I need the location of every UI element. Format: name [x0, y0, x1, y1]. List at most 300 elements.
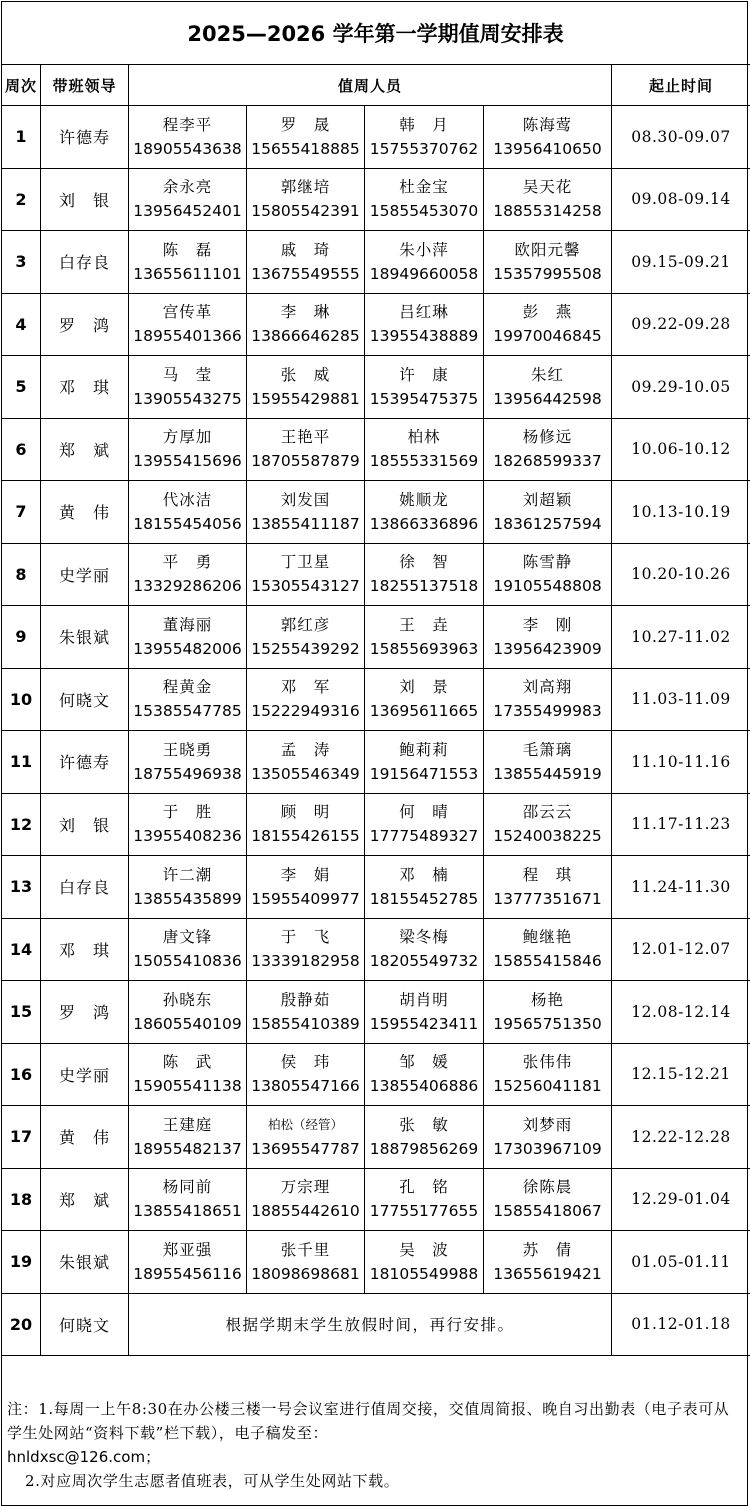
staff-cell	[129, 668, 247, 731]
staff-phone: 13655619421	[493, 1264, 602, 1283]
staff-name: 宫传革	[162, 303, 213, 322]
date-range: 12.29-01.04	[612, 1168, 750, 1231]
date-range: 12.01-12.07	[612, 918, 750, 981]
staff-cell	[484, 856, 612, 919]
date-range: 10.20-10.26	[612, 543, 750, 606]
staff-name: 彭 燕	[522, 303, 573, 322]
staff-name: 董海丽	[162, 615, 213, 634]
date-range: 09.08-09.14	[612, 168, 750, 231]
table-row	[2, 293, 750, 356]
staff-name: 柏林	[407, 428, 441, 447]
staff-name: 张 威	[280, 365, 331, 384]
staff-phone: 13905543275	[133, 389, 242, 408]
staff-phone: 19156471553	[369, 764, 479, 783]
staff-phone: 15755370762	[369, 139, 479, 158]
staff-cell	[247, 793, 365, 856]
staff-cell	[129, 856, 247, 919]
staff-name: 吴 波	[399, 1240, 449, 1259]
staff-phone: 13866646285	[251, 327, 360, 346]
staff-phone: 18955482137	[133, 1139, 242, 1158]
staff-phone: 18155454056	[133, 514, 242, 533]
staff-name: 梁冬梅	[399, 928, 449, 947]
staff-name: 许二潮	[162, 865, 213, 884]
date-range: 12.15-12.21	[612, 1043, 750, 1106]
date-range: 09.15-09.21	[612, 231, 750, 294]
staff-name: 唐文锋	[162, 928, 213, 947]
staff-name: 邓 楠	[399, 865, 449, 884]
date-range: 12.22-12.28	[612, 1106, 750, 1169]
week-number: 12	[2, 793, 41, 856]
staff-phone: 13777351671	[493, 889, 602, 908]
staff-phone: 18949660058	[369, 264, 479, 283]
staff-cell	[129, 106, 247, 169]
leader-name: 邓 琪	[41, 918, 129, 981]
staff-name: 程李平	[162, 115, 213, 134]
staff-cell	[365, 668, 484, 731]
staff-name: 于 飞	[280, 928, 331, 947]
staff-cell	[365, 981, 484, 1044]
staff-name: 万宗理	[280, 1178, 331, 1197]
staff-phone: 18205549732	[369, 952, 479, 971]
staff-name: 平 勇	[162, 553, 213, 572]
staff-name: 王 垚	[399, 615, 449, 634]
staff-phone: 17303967109	[493, 1139, 602, 1158]
week-number: 3	[2, 231, 41, 294]
staff-phone: 18361257594	[493, 514, 602, 533]
staff-phone: 15955429881	[251, 389, 360, 408]
leader-name: 罗 鸿	[41, 981, 129, 1044]
staff-phone: 13695547787	[251, 1139, 360, 1158]
table-row	[2, 1293, 750, 1356]
leader-name: 朱银斌	[41, 606, 129, 669]
staff-name: 杨修远	[522, 428, 573, 447]
staff-phone: 13655611101	[133, 264, 242, 283]
staff-phone: 18855442610	[251, 1202, 360, 1221]
staff-name: 邵云云	[522, 803, 573, 822]
staff-phone: 13955482006	[133, 639, 242, 658]
staff-cell	[365, 231, 484, 294]
date-range: 11.24-11.30	[612, 856, 750, 919]
staff-name: 戚 琦	[280, 240, 331, 259]
schedule-sheet	[1, 1, 748, 1506]
date-range: 12.08-12.14	[612, 981, 750, 1044]
staff-cell	[484, 731, 612, 794]
staff-cell	[129, 1168, 247, 1231]
staff-cell	[365, 293, 484, 356]
staff-name: 刘发国	[280, 490, 331, 509]
staff-cell	[129, 1231, 247, 1294]
staff-phone: 13855406886	[369, 1077, 479, 1096]
staff-phone: 13866336896	[369, 514, 479, 533]
table-row	[2, 1168, 750, 1231]
staff-phone: 18155426155	[251, 827, 360, 846]
staff-name: 王晓勇	[162, 740, 213, 759]
staff-cell	[365, 356, 484, 419]
staff-cell	[484, 918, 612, 981]
leader-name: 郑 斌	[41, 418, 129, 481]
staff-phone: 15955423411	[369, 1014, 479, 1033]
header-week: 周次	[2, 65, 41, 106]
contact-email: hnldxsc@126.com；	[7, 1448, 161, 1466]
staff-name: 张伟伟	[522, 1053, 573, 1072]
staff-name: 侯 玮	[280, 1053, 331, 1072]
staff-name: 杨艳	[531, 990, 565, 1009]
leader-name: 刘 银	[41, 793, 129, 856]
staff-phone: 15805542391	[251, 202, 360, 221]
staff-phone: 15395475375	[369, 389, 479, 408]
staff-phone: 15855693963	[369, 639, 479, 658]
table-row	[2, 793, 750, 856]
leader-name: 何晓文	[41, 1293, 129, 1356]
date-range: 08.30-09.07	[612, 106, 750, 169]
table-row	[2, 1106, 750, 1169]
staff-name: 孟 涛	[280, 740, 331, 759]
staff-name: 张 敏	[399, 1115, 449, 1134]
arrangement-note: 根据学期末学生放假时间，再行安排。	[129, 1293, 612, 1356]
table-header-row	[2, 65, 750, 106]
staff-name: 陈 武	[162, 1053, 213, 1072]
staff-cell	[484, 418, 612, 481]
table-row	[2, 106, 750, 169]
week-number: 11	[2, 731, 41, 794]
staff-name: 丁卫星	[280, 553, 331, 572]
staff-name: 郭红彦	[280, 615, 331, 634]
staff-phone: 13695611665	[369, 702, 479, 721]
staff-cell	[247, 1231, 365, 1294]
staff-cell	[129, 981, 247, 1044]
week-number: 9	[2, 606, 41, 669]
table-row	[2, 1231, 750, 1294]
staff-cell	[484, 231, 612, 294]
staff-cell	[484, 1231, 612, 1294]
staff-cell	[247, 1168, 365, 1231]
staff-name: 朱红	[531, 365, 565, 384]
week-number: 4	[2, 293, 41, 356]
staff-cell	[129, 418, 247, 481]
staff-phone: 18955456116	[133, 1264, 242, 1283]
staff-name: 陈雪静	[522, 553, 573, 572]
table-row	[2, 543, 750, 606]
staff-phone: 13955415696	[133, 452, 242, 471]
staff-cell	[365, 731, 484, 794]
staff-phone: 13956423909	[493, 639, 602, 658]
staff-phone: 15855418067	[493, 1202, 602, 1221]
date-range: 01.05-01.11	[612, 1231, 750, 1294]
staff-phone: 18255137518	[369, 577, 479, 596]
table-row	[2, 918, 750, 981]
staff-name: 杜金宝	[399, 178, 449, 197]
staff-phone: 19105548808	[493, 577, 602, 596]
staff-cell	[484, 1106, 612, 1169]
leader-name: 史学丽	[41, 1043, 129, 1106]
staff-name: 杨同前	[162, 1178, 213, 1197]
staff-phone: 18855314258	[493, 202, 602, 221]
staff-name: 徐 智	[399, 553, 449, 572]
staff-phone: 15905541138	[133, 1077, 242, 1096]
staff-name: 郭继培	[280, 178, 331, 197]
staff-phone: 15255439292	[251, 639, 360, 658]
note-2: 2.对应周次学生志愿者值班表，可从学生处网站下载。	[25, 1472, 400, 1490]
staff-phone: 18905543638	[133, 139, 242, 158]
leader-name: 史学丽	[41, 543, 129, 606]
staff-cell	[129, 731, 247, 794]
date-range: 01.12-01.18	[612, 1293, 750, 1356]
staff-cell	[129, 606, 247, 669]
table-row	[2, 1043, 750, 1106]
week-number: 1	[2, 106, 41, 169]
leader-name: 白存良	[41, 231, 129, 294]
staff-cell	[247, 106, 365, 169]
date-range: 11.03-11.09	[612, 668, 750, 731]
staff-cell	[247, 1106, 365, 1169]
staff-name: 郑亚强	[162, 1240, 213, 1259]
staff-name: 欧阳元馨	[514, 240, 581, 259]
staff-cell	[247, 606, 365, 669]
footnotes	[7, 1397, 743, 1493]
table-row	[2, 168, 750, 231]
staff-name: 马 莹	[162, 365, 213, 384]
leader-name: 黄 伟	[41, 481, 129, 544]
staff-cell	[129, 918, 247, 981]
week-number: 2	[2, 168, 41, 231]
staff-name: 王艳平	[280, 428, 331, 447]
staff-phone: 13505546349	[251, 764, 360, 783]
staff-cell	[365, 793, 484, 856]
staff-cell	[129, 168, 247, 231]
staff-phone: 17755177655	[369, 1202, 479, 1221]
staff-phone: 15256041181	[493, 1077, 602, 1096]
staff-name: 邓 军	[280, 678, 331, 697]
staff-name: 罗 晟	[280, 115, 331, 134]
staff-cell	[247, 731, 365, 794]
staff-cell	[365, 106, 484, 169]
leader-name: 朱银斌	[41, 1231, 129, 1294]
header-staff: 值周人员	[129, 65, 612, 106]
staff-phone: 18098698681	[251, 1264, 360, 1283]
staff-cell	[484, 793, 612, 856]
date-range: 09.22-09.28	[612, 293, 750, 356]
staff-name: 张千里	[280, 1240, 331, 1259]
staff-phone: 15357995508	[493, 264, 602, 283]
staff-phone: 13955438889	[369, 327, 479, 346]
note-1	[7, 1397, 743, 1469]
staff-cell	[247, 856, 365, 919]
staff-cell	[247, 1043, 365, 1106]
date-range: 09.29-10.05	[612, 356, 750, 419]
staff-cell	[365, 918, 484, 981]
staff-name: 何 晴	[399, 803, 449, 822]
week-number: 20	[2, 1293, 41, 1356]
staff-phone: 18155452785	[369, 889, 479, 908]
table-row	[2, 731, 750, 794]
leader-name: 刘 银	[41, 168, 129, 231]
staff-cell	[247, 981, 365, 1044]
note-1-text: 注：1.每周一上午8:30在办公楼三楼一号会议室进行值周交接，交值周简报、晚自习出勤表（电子表可从学生处网站“资料下载”栏下载），电子稿发至：	[7, 1400, 730, 1442]
staff-cell	[129, 231, 247, 294]
staff-cell	[365, 481, 484, 544]
staff-phone: 13339182958	[251, 952, 360, 971]
staff-phone: 18755496938	[133, 764, 242, 783]
staff-cell	[484, 356, 612, 419]
staff-cell	[365, 1168, 484, 1231]
staff-cell	[484, 606, 612, 669]
staff-name: 李 刚	[522, 615, 573, 634]
header-leader: 带班领导	[41, 65, 129, 106]
staff-name: 代冰洁	[162, 490, 213, 509]
staff-phone: 18268599337	[493, 452, 602, 471]
week-number: 6	[2, 418, 41, 481]
week-number: 17	[2, 1106, 41, 1169]
staff-cell	[365, 1231, 484, 1294]
header-period: 起止时间	[612, 65, 750, 106]
staff-cell	[129, 481, 247, 544]
date-range: 11.10-11.16	[612, 731, 750, 794]
leader-name: 黄 伟	[41, 1106, 129, 1169]
staff-phone: 15655418885	[251, 139, 360, 158]
staff-name: 李 娟	[280, 865, 331, 884]
staff-name: 姚顺龙	[399, 490, 449, 509]
staff-name: 毛箫璃	[522, 740, 573, 759]
staff-cell	[484, 293, 612, 356]
staff-phone: 19565751350	[493, 1014, 602, 1033]
date-range: 11.17-11.23	[612, 793, 750, 856]
staff-cell	[247, 918, 365, 981]
leader-name: 何晓文	[41, 668, 129, 731]
staff-cell	[247, 356, 365, 419]
staff-name: 刘 景	[399, 678, 449, 697]
staff-cell	[484, 481, 612, 544]
staff-phone: 13955408236	[133, 827, 242, 846]
staff-cell	[484, 543, 612, 606]
table-row	[2, 356, 750, 419]
staff-name: 于 胜	[162, 803, 213, 822]
staff-name: 王建庭	[162, 1115, 213, 1134]
staff-phone: 18105549988	[369, 1264, 479, 1283]
staff-cell	[129, 293, 247, 356]
date-range: 10.13-10.19	[612, 481, 750, 544]
staff-phone: 13956442598	[493, 389, 602, 408]
staff-name: 程 琪	[522, 865, 573, 884]
staff-phone: 17355499983	[493, 702, 602, 721]
table-row	[2, 668, 750, 731]
staff-name: 徐陈晨	[522, 1178, 573, 1197]
week-number: 16	[2, 1043, 41, 1106]
staff-cell	[365, 1106, 484, 1169]
leader-name: 许德寿	[41, 731, 129, 794]
staff-phone: 13956410650	[493, 139, 602, 158]
staff-name: 刘超颖	[522, 490, 573, 509]
staff-name: 朱小萍	[399, 240, 449, 259]
week-number: 8	[2, 543, 41, 606]
staff-cell	[247, 481, 365, 544]
staff-cell	[365, 418, 484, 481]
staff-cell	[484, 168, 612, 231]
staff-cell	[129, 543, 247, 606]
staff-name: 陈 磊	[162, 240, 213, 259]
staff-cell	[129, 793, 247, 856]
staff-name: 柏松（经管）	[267, 1116, 343, 1132]
date-range: 10.27-11.02	[612, 606, 750, 669]
staff-cell	[484, 668, 612, 731]
staff-phone: 13855445919	[493, 764, 602, 783]
staff-phone: 13805547166	[251, 1077, 360, 1096]
staff-name: 刘梦雨	[522, 1115, 573, 1134]
staff-phone: 15222949316	[251, 702, 360, 721]
date-range: 10.06-10.12	[612, 418, 750, 481]
leader-name: 郑 斌	[41, 1168, 129, 1231]
staff-phone: 15055410836	[133, 952, 242, 971]
table-row	[2, 481, 750, 544]
staff-phone: 13675549555	[251, 264, 360, 283]
staff-name: 邹 媛	[399, 1053, 449, 1072]
staff-name: 鲍莉莉	[399, 740, 449, 759]
week-number: 7	[2, 481, 41, 544]
staff-phone: 18605540109	[133, 1014, 242, 1033]
page-title: 2025—2026 学年第一学期值周安排表	[187, 22, 564, 46]
week-number: 19	[2, 1231, 41, 1294]
staff-name: 孔 铭	[399, 1178, 449, 1197]
staff-cell	[365, 543, 484, 606]
staff-cell	[365, 168, 484, 231]
staff-name: 刘高翔	[522, 678, 573, 697]
staff-cell	[247, 668, 365, 731]
staff-name: 鲍继艳	[522, 928, 573, 947]
staff-phone: 13855435899	[133, 889, 242, 908]
table-row	[2, 418, 750, 481]
staff-name: 韩 月	[399, 115, 449, 134]
staff-name: 陈海莺	[522, 115, 573, 134]
staff-name: 孙晓东	[162, 990, 213, 1009]
staff-cell	[247, 231, 365, 294]
staff-cell	[247, 168, 365, 231]
staff-cell	[129, 1106, 247, 1169]
staff-phone: 15855453070	[369, 202, 479, 221]
staff-name: 殷静茹	[280, 990, 331, 1009]
week-number: 15	[2, 981, 41, 1044]
staff-cell	[129, 356, 247, 419]
staff-name: 顾 明	[280, 803, 331, 822]
staff-phone: 13855411187	[251, 514, 360, 533]
staff-cell	[484, 1043, 612, 1106]
staff-cell	[247, 293, 365, 356]
staff-name: 吕红琳	[399, 303, 449, 322]
table-row	[2, 231, 750, 294]
staff-name: 余永亮	[162, 178, 213, 197]
staff-phone: 13855418651	[133, 1202, 242, 1221]
leader-name: 许德寿	[41, 106, 129, 169]
duty-schedule-table	[1, 64, 750, 1356]
staff-cell	[365, 606, 484, 669]
staff-cell	[247, 543, 365, 606]
week-number: 10	[2, 668, 41, 731]
staff-phone: 17775489327	[369, 827, 479, 846]
staff-name: 吴天花	[522, 178, 573, 197]
staff-cell	[365, 1043, 484, 1106]
table-row	[2, 606, 750, 669]
staff-phone: 18705587879	[251, 452, 360, 471]
staff-name: 胡肖明	[399, 990, 449, 1009]
staff-cell	[484, 1168, 612, 1231]
staff-cell	[484, 106, 612, 169]
staff-name: 许 康	[399, 365, 449, 384]
staff-phone: 15305543127	[251, 577, 360, 596]
staff-name: 方厚加	[162, 428, 213, 447]
staff-cell	[484, 981, 612, 1044]
staff-phone: 13956452401	[133, 202, 242, 221]
week-number: 13	[2, 856, 41, 919]
leader-name: 罗 鸿	[41, 293, 129, 356]
staff-phone: 15955409977	[251, 889, 360, 908]
